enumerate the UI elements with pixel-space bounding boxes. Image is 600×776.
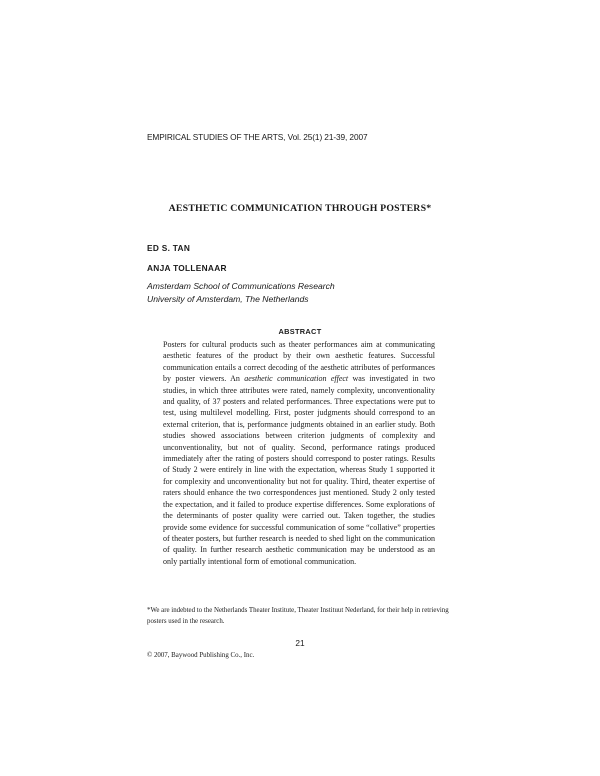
article-title: AESTHETIC COMMUNICATION THROUGH POSTERS*: [168, 203, 432, 214]
acknowledgment-footnote: *We are indebted to the Netherlands Theater Institute, Theater Instituut Nederland, for their help in retrieving posters used in the research.: [147, 607, 449, 626]
affiliation-university: University of Amsterdam, The Netherlands: [147, 294, 309, 304]
abstract-body: [163, 339, 435, 567]
journal-citation-line: EMPIRICAL STUDIES OF THE ARTS, Vol. 25(1) 21-39, 2007: [147, 132, 368, 142]
affiliation-institute: Amsterdam School of Communications Research: [147, 281, 335, 291]
abstract-text-part1: Posters for cultural products such as theater performances aim at communicating aesthetic features of the product by their own aesthetic features. Successful communication entails a correct decoding of the aesthetic attributes of performances by poster viewers. An: [163, 340, 435, 384]
copyright-notice: © 2007, Baywood Publishing Co., Inc.: [147, 652, 255, 659]
author-name: ANJA TOLLENAAR: [147, 263, 227, 273]
abstract-emphasis: aesthetic communication effect: [244, 374, 349, 384]
page-number: 21: [295, 638, 305, 648]
author-name: ED S. TAN: [147, 243, 191, 253]
abstract-heading: ABSTRACT: [278, 327, 322, 336]
abstract-text-part2: was investigated in two studies, in which three attributes were rated, namely complexity, unconventionality and quality, of 37 posters and related performances. Three expectations were put to test, using multilevel modelling. First, poster judgments should correspond to an external criterion, that is, performance judgments obtained in an earlier study. Both studies showed associations between criterion judgments of complexity and unconventionality, but not of quality. Second, performance ratings produced immediately after the rating of posters should correspond to poster ratings. Results of Study 2 were entirely in line with the expectation, whereas Study 1 supported it for complexity and unconventionality but not for quality. Third, theater expertise of raters should enhance the two correspondences just mentioned. Study 2 only tested the expectation, and it failed to produce expertise differences. Some explorations of the determinants of poster quality were carried out. Taken together, the studies provide some evidence for successful communication of some “collative” properties of theater posters, but further research is needed to shed light on the communication of quality. In further research aesthetic communication may be understood as an only partially intentional form of emotional communication.: [163, 374, 435, 566]
